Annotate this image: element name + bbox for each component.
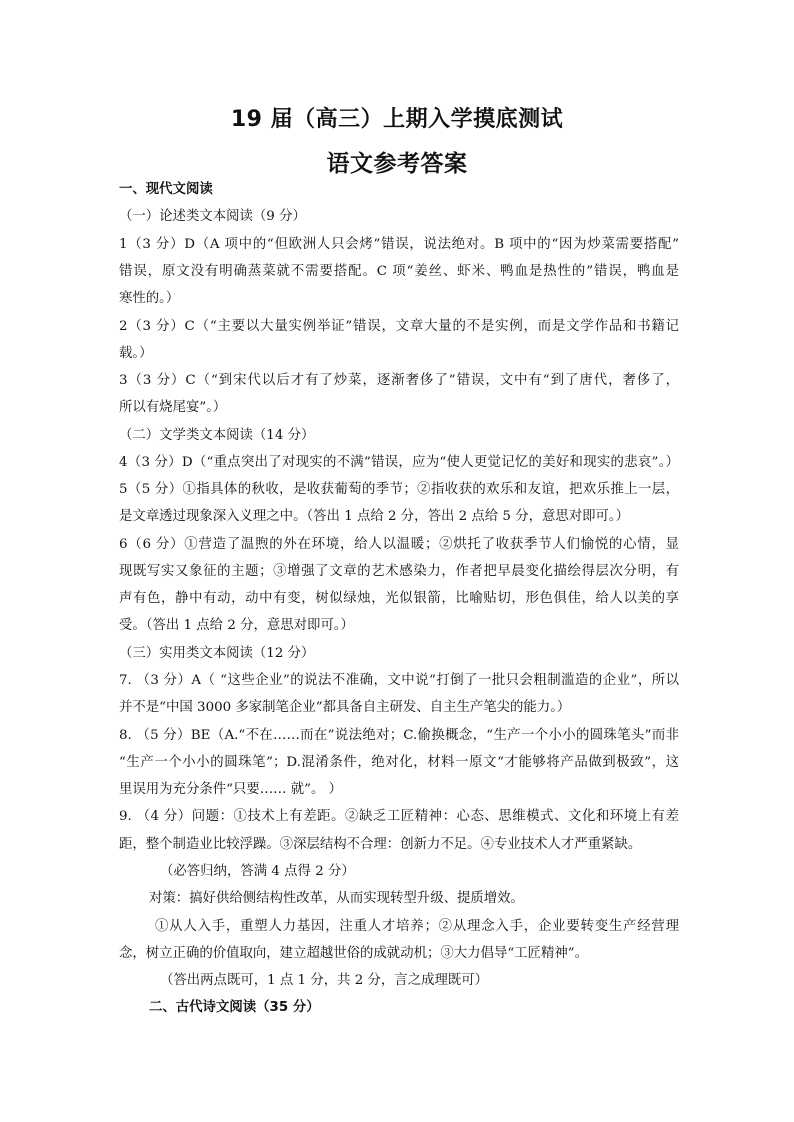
- answer-line: 是文章透过现象深入义理之中。（答出 1 点给 2 分，答出 2 点给 5 分，意思对即可。）: [119, 509, 630, 524]
- answer-line: 8. （5 分）BE（A.“不在……而在”说法绝对；C.偷换概念，“生产一个小小的圆珠笔头”而非: [119, 728, 679, 743]
- answer-line: 5（5 分）①指具体的秋收，是收获葡萄的季节；②指收获的欢乐和友谊，把欢乐推上一层，: [119, 482, 679, 497]
- document-subtitle: 语文参考答案: [326, 151, 468, 177]
- answer-line: 受。（答出 1 点给 2 分，意思对即可。）: [119, 618, 354, 633]
- answer-line: 并不是“中国 3000 多家制笔企业”都具备自主研发、自主生产笔尖的能力。）: [119, 700, 571, 715]
- answer-line: 载。）: [119, 346, 153, 361]
- document-title: 19 届（高三）上期入学摸底测试: [230, 107, 564, 132]
- answer-line: 2（3 分）C（“主要以大量实例举证”错误，文章大量的不是实例，而是文学作品和书籍记: [119, 319, 679, 334]
- answer-line: 6（6 分）①营造了温煦的外在环境，给人以温暖；②烘托了收获季节人们愉悦的心情，显: [119, 537, 679, 552]
- subsection-heading: （二）文学类文本阅读（14 分）: [119, 428, 315, 443]
- subsection-heading: （一）论述类文本阅读（9 分）: [119, 209, 306, 224]
- answer-line: 念，树立正确的价值取向，建立超越世俗的成就动机；③大力倡导“工匠精神”。: [119, 946, 588, 961]
- scoring-note: （必答归纳，答满 4 点得 2 分）: [160, 864, 355, 879]
- answer-line: “生产一个小小的圆珠笔”；D.混淆条件，绝对化，材料一原文“才能够将产品做到极致”，这: [119, 755, 679, 770]
- answer-line: 7. （3 分）A（ “这些企业”的说法不准确，文中说“打倒了一批只会粗制滥造的企业”，所以: [119, 673, 679, 688]
- subsection-heading: （三）实用类文本阅读（12 分）: [119, 646, 315, 661]
- answer-line: 对策：搞好供给侧结构性改革，从而实现转型升级、提质增效。: [149, 891, 524, 906]
- answer-line: 所以有烧尾宴”。）: [119, 400, 227, 415]
- answer-line: ①从人入手，重塑人力基因，注重人才培养；②从理念入手，企业要转变生产经营理: [155, 919, 679, 934]
- answer-line: 距，整个制造业比较浮躁。③深层结构不合理：创新力不足。④专业技术人才严重紧缺。: [119, 837, 642, 852]
- answer-line: 声有色，静中有动，动中有变，树似绿烛，光似银箭，比喻贴切，形色俱佳，给人以美的享: [119, 591, 679, 606]
- section-heading-classical-reading: 二、古代诗文阅读（35 分）: [149, 1000, 320, 1015]
- answer-line: 寒性的。）: [119, 291, 180, 306]
- answer-line: 4（3 分）D（“重点突出了对现实的不满”错误，应为“使人更觉记忆的美好和现实的悲哀”。）: [119, 455, 679, 470]
- answer-line: 1（3 分）D（A 项中的“但欧洲人只会烤”错误，说法绝对。B 项中的“因为炒菜需要搭配”: [119, 237, 679, 252]
- answer-line: 错误，原文没有明确蒸菜就不需要搭配。C 项“姜丝、虾米、鸭血是热性的”错误，鸭血是: [119, 264, 679, 279]
- answer-line: 现既写实又象征的主题；③增强了文章的艺术感染力，作者把早晨变化描绘得层次分明，有: [119, 564, 679, 579]
- answer-line: 9. （4 分）问题：①技术上有差距。②缺乏工匠精神：心态、思维模式、文化和环境上有差: [119, 809, 679, 824]
- section-heading-modern-reading: 一、现代文阅读: [119, 182, 213, 197]
- scoring-note: （答出两点既可，1 点 1 分，共 2 分，言之成理既可）: [160, 973, 489, 988]
- answer-line: 里误用为充分条件“只要…… 就”。 ）: [119, 782, 343, 797]
- answer-line: 3（3 分）C（“到宋代以后才有了炒菜，逐渐奢侈了”错误，文中有“到了唐代，奢侈了，: [119, 373, 679, 388]
